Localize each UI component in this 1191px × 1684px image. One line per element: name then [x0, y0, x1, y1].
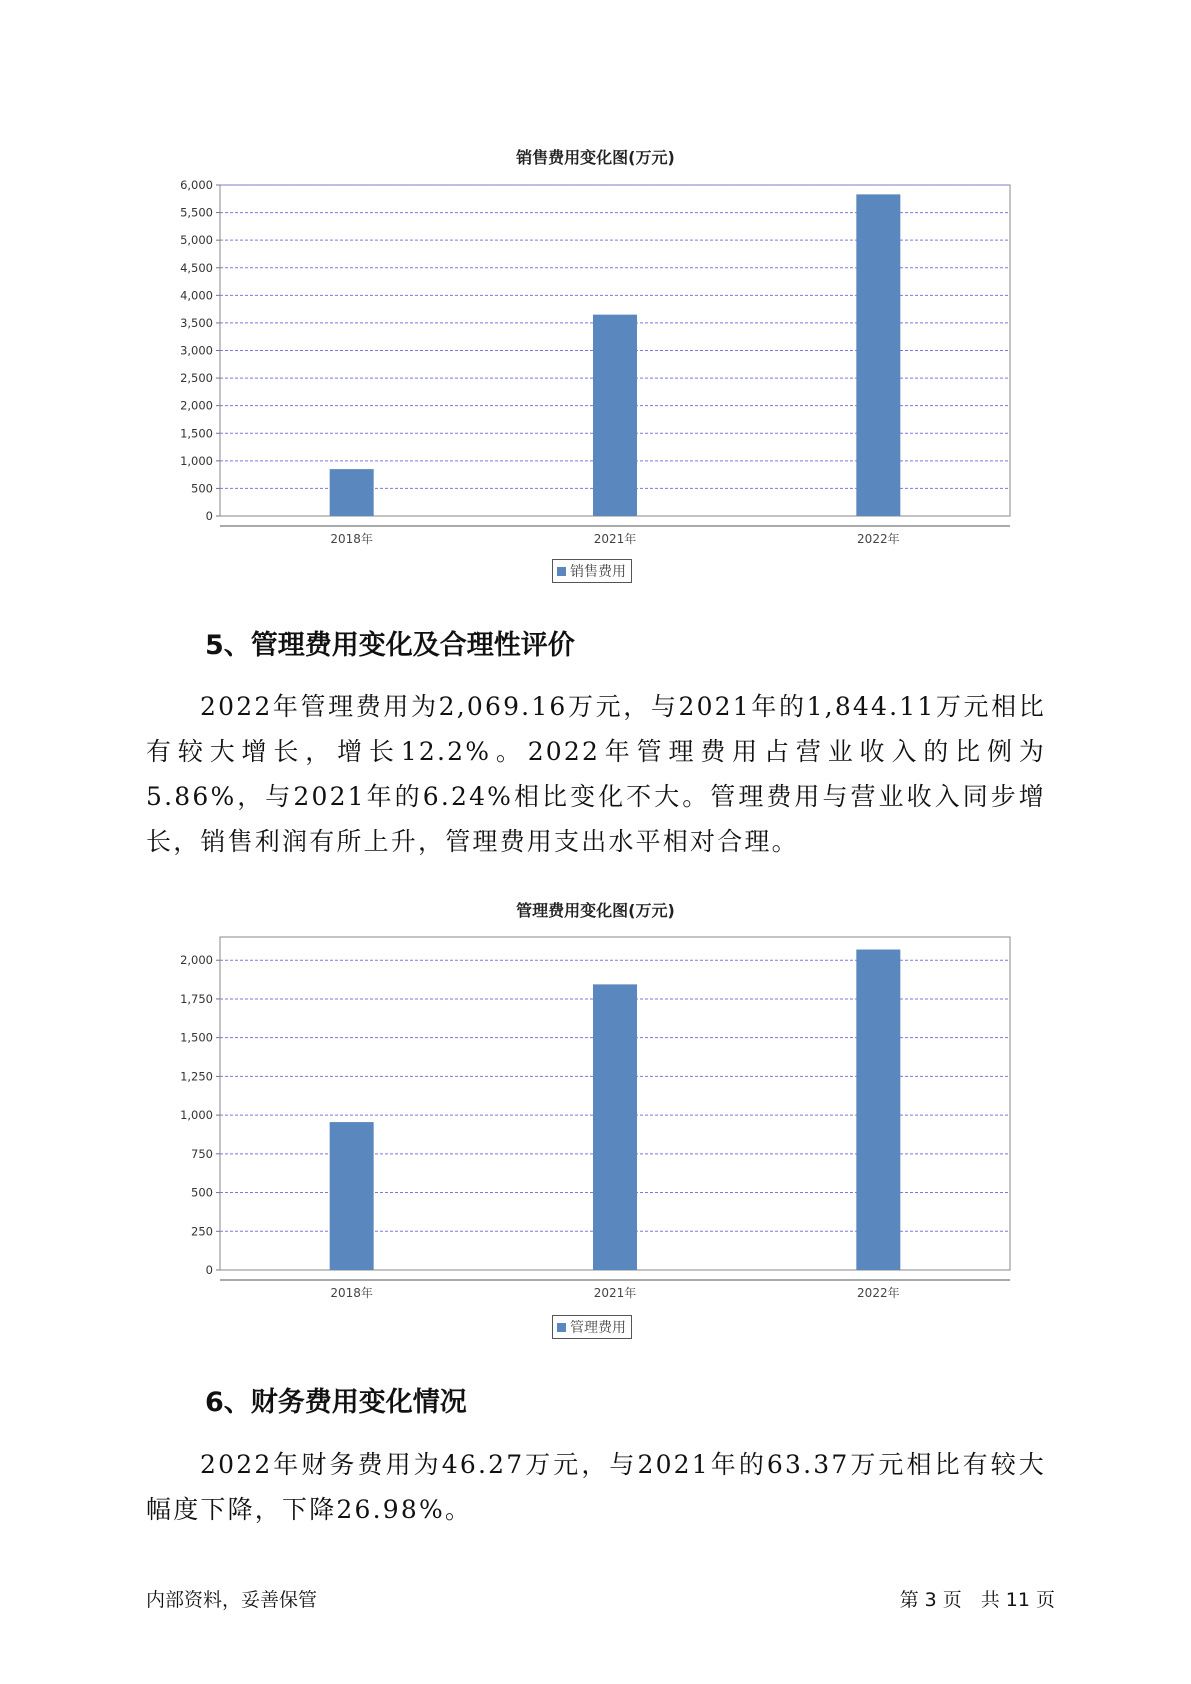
y-tick-label: 1,250	[180, 1069, 213, 1084]
footer-page-number: 第 3 页 共 11 页	[899, 1589, 1055, 1611]
y-tick-label: 2,500	[180, 371, 213, 386]
legend-swatch	[557, 567, 566, 576]
y-tick-label: 5,500	[180, 205, 213, 220]
y-tick-label: 500	[191, 481, 213, 496]
y-tick-label: 1,000	[180, 1108, 213, 1123]
x-tick-label: 2021年	[593, 532, 637, 546]
chart-legend	[552, 1315, 632, 1339]
sales-expense-chart	[0, 170, 1191, 546]
legend-label: 管理费用	[570, 1320, 626, 1336]
y-tick-label: 6,000	[180, 178, 213, 192]
chart-legend	[552, 559, 632, 583]
y-tick-label: 3,000	[180, 343, 213, 358]
bar	[856, 950, 900, 1270]
x-tick-label: 2018年	[330, 532, 373, 546]
y-tick-label: 2,000	[180, 398, 213, 413]
admin-expense-chart	[0, 925, 1191, 1305]
y-tick-label: 4,000	[180, 288, 213, 303]
x-tick-label: 2021年	[593, 1286, 637, 1300]
y-tick-label: 4,500	[180, 260, 213, 275]
section-heading: 6、财务费用变化情况	[205, 1387, 467, 1418]
y-tick-label: 2,000	[180, 953, 213, 968]
y-tick-label: 750	[191, 1146, 213, 1161]
y-tick-label: 5,000	[180, 233, 213, 248]
x-tick-label: 2018年	[330, 1286, 373, 1300]
x-tick-label: 2022年	[857, 532, 900, 546]
section-heading: 5、管理费用变化及合理性评价	[205, 630, 575, 661]
y-tick-label: 1,500	[180, 1030, 213, 1045]
x-tick-label: 2022年	[857, 1286, 900, 1300]
chart-title: 管理费用变化图(万元)	[516, 901, 675, 920]
y-tick-label: 0	[205, 509, 213, 523]
y-tick-label: 1,000	[180, 453, 213, 468]
legend-swatch	[557, 1323, 566, 1332]
bar	[593, 315, 637, 516]
y-tick-label: 1,500	[180, 426, 213, 441]
bar	[330, 469, 374, 516]
footer-confidential: 内部资料，妥善保管	[146, 1589, 318, 1611]
bar	[593, 984, 637, 1270]
section-paragraph: 2022年管理费用为2,069.16万元，与2021年的1,844.11万元相比有较大增长，增长12.2%。2022年管理费用占营业收入的比例为5.86%，与2021年的6.24%相比变化不大。管理费用与营业收入同步增长，销售利润有所上升，管理费用支出水平相对合理。	[146, 692, 1046, 856]
y-tick-label: 1,750	[180, 991, 213, 1006]
chart-title: 销售费用变化图(万元)	[516, 148, 675, 167]
y-tick-label: 0	[205, 1263, 213, 1277]
section-paragraph: 2022年财务费用为46.27万元，与2021年的63.37万元相比有较大幅度下降，下降26.98%。	[146, 1450, 1046, 1524]
y-tick-label: 250	[191, 1224, 213, 1239]
bar	[856, 194, 900, 516]
y-tick-label: 3,500	[180, 315, 213, 330]
legend-label: 销售费用	[570, 564, 626, 580]
bar	[330, 1122, 374, 1270]
y-tick-label: 500	[191, 1185, 213, 1200]
